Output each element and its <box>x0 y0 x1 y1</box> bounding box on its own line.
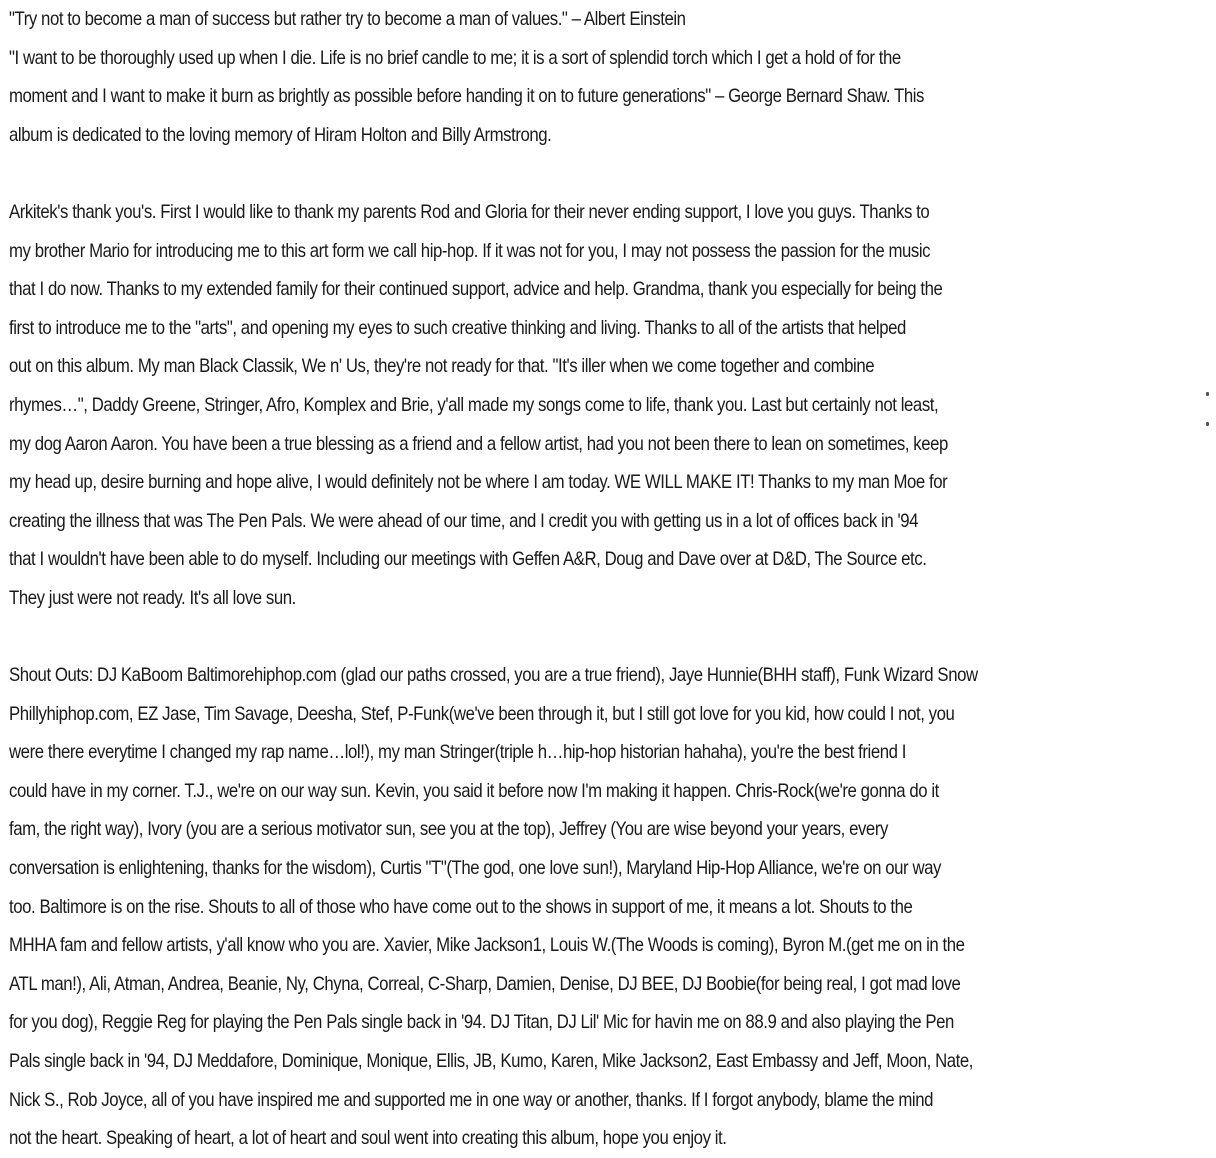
text-line: not the heart. Speaking of heart, a lot of heart and soul went into creating this album, hope you enjoy it. <box>9 1127 727 1150</box>
text-line: "Try not to become a man of success but rather try to become a man of values." – Albert Einstein <box>9 8 686 30</box>
text-line: Arkitek's thank you's. First I would like to thank my parents Rod and Gloria for their never ending support, I love you guys. Thanks to <box>9 200 930 223</box>
speck <box>1206 422 1209 426</box>
text-line: out on this album. My man Black Classik, We n' Us, they're not ready for that. "It's iller when we come together and combine <box>9 355 875 378</box>
text-line: creating the illness that was The Pen Pals. We were ahead of our time, and I credit you with getting us in a lot of offices back in '94 <box>9 509 919 532</box>
text-line: my brother Mario for introducing me to this art form we call hip-hop. If it was not for you, I may not possess the passion for the music <box>9 239 931 262</box>
text-line: that I wouldn't have been able to do myself. Including our meetings with Geffen A&R, Doug and Dave over at D&D, The Source etc. <box>9 548 927 571</box>
text-line: that I do now. Thanks to my extended family for their continued support, advice and help. Grandma, thank you especially for being the <box>9 278 943 301</box>
text-line: my head up, desire burning and hope alive, I would definitely not be where I am today. WE WILL MAKE IT! Thanks to my man Moe for <box>9 471 948 494</box>
shoutouts-paragraph <box>9 656 1110 1158</box>
text-line: They just were not ready. It's all love sun. <box>9 586 296 609</box>
liner-notes-page <box>9 0 1110 1158</box>
text-line: were there everytime I changed my rap name…lol!), my man Stringer(triple h…hip-hop historian hahaha), you're the best friend I <box>9 741 906 764</box>
speck <box>1206 392 1209 396</box>
text-line: "I want to be thoroughly used up when I die. Life is no brief candle to me; it is a sort of splendid torch which I get a hold of for the <box>9 46 901 69</box>
text-line: conversation is enlightening, thanks for the wisdom), Curtis "T"(The god, one love sun!), Maryland Hip-Hop Alliance, we're on our way <box>9 857 941 880</box>
text-line: ATL man!), Ali, Atman, Andrea, Beanie, Ny, Chyna, Correal, C-Sharp, Damien, Denise, DJ BEE, DJ Boobie(for being real, I got mad love <box>9 972 961 995</box>
text-line: Shout Outs: DJ KaBoom Baltimorehiphop.com (glad our paths crossed, you are a true friend), Jaye Hunnie(BHH staff), Funk Wizard Snow <box>9 664 978 687</box>
text-line: fam, the right way), Ivory (you are a serious motivator sun, see you at the top), Jeffrey (You are wise beyond your years, every <box>9 818 888 841</box>
text-line: too. Baltimore is on the rise. Shouts to all of those who have come out to the shows in support of me, it means a lot. Shouts to the <box>9 895 913 918</box>
text-line: my dog Aaron Aaron. You have been a true blessing as a friend and a fellow artist, had you not been there to lean on sometimes, keep <box>9 432 948 455</box>
paragraph-gap <box>9 618 1110 657</box>
text-line: first to introduce me to the "arts", and opening my eyes to such creative thinking and living. Thanks to all of the artists that helped <box>9 316 906 339</box>
thanks-paragraph <box>9 193 1110 618</box>
text-line: rhymes…", Daddy Greene, Stringer, Afro, Komplex and Brie, y'all made my songs come to life, thank you. Last but certainly not least, <box>9 393 939 416</box>
text-line: moment and I want to make it burn as brightly as possible before handing it on to future generations" – George Bernard Shaw. This <box>9 85 925 108</box>
quotes-paragraph <box>9 0 1110 154</box>
text-line: for you dog), Reggie Reg for playing the Pen Pals single back in '94. DJ Titan, DJ Lil' Mic for havin me on 88.9 and also playing the Pen <box>9 1011 954 1034</box>
scan-specks <box>1206 392 1210 432</box>
text-line: Phillyhiphop.com, EZ Jase, Tim Savage, Deesha, Stef, P-Funk(we've been through it, but I still got love for you kid, how could I not, you <box>9 702 955 725</box>
text-line: Pals single back in '94, DJ Meddafore, Dominique, Monique, Ellis, JB, Kumo, Karen, Mike Jackson2, East Embassy and Jeff, Moon, Nate, <box>9 1050 974 1073</box>
text-line: album is dedicated to the loving memory of Hiram Holton and Billy Armstrong. <box>9 123 552 146</box>
paragraph-gap <box>9 154 1110 193</box>
text-line: MHHA fam and fellow artists, y'all know who you are. Xavier, Mike Jackson1, Louis W.(The Woods is coming), Byron M.(get me on in the <box>9 934 965 957</box>
text-line: could have in my corner. T.J., we're on our way sun. Kevin, you said it before now I'm making it happen. Chris-Rock(we're gonna do it <box>9 779 939 802</box>
text-line: Nick S., Rob Joyce, all of you have inspired me and supported me in one way or another, thanks. If I forgot anybody, blame the mind <box>9 1088 934 1111</box>
